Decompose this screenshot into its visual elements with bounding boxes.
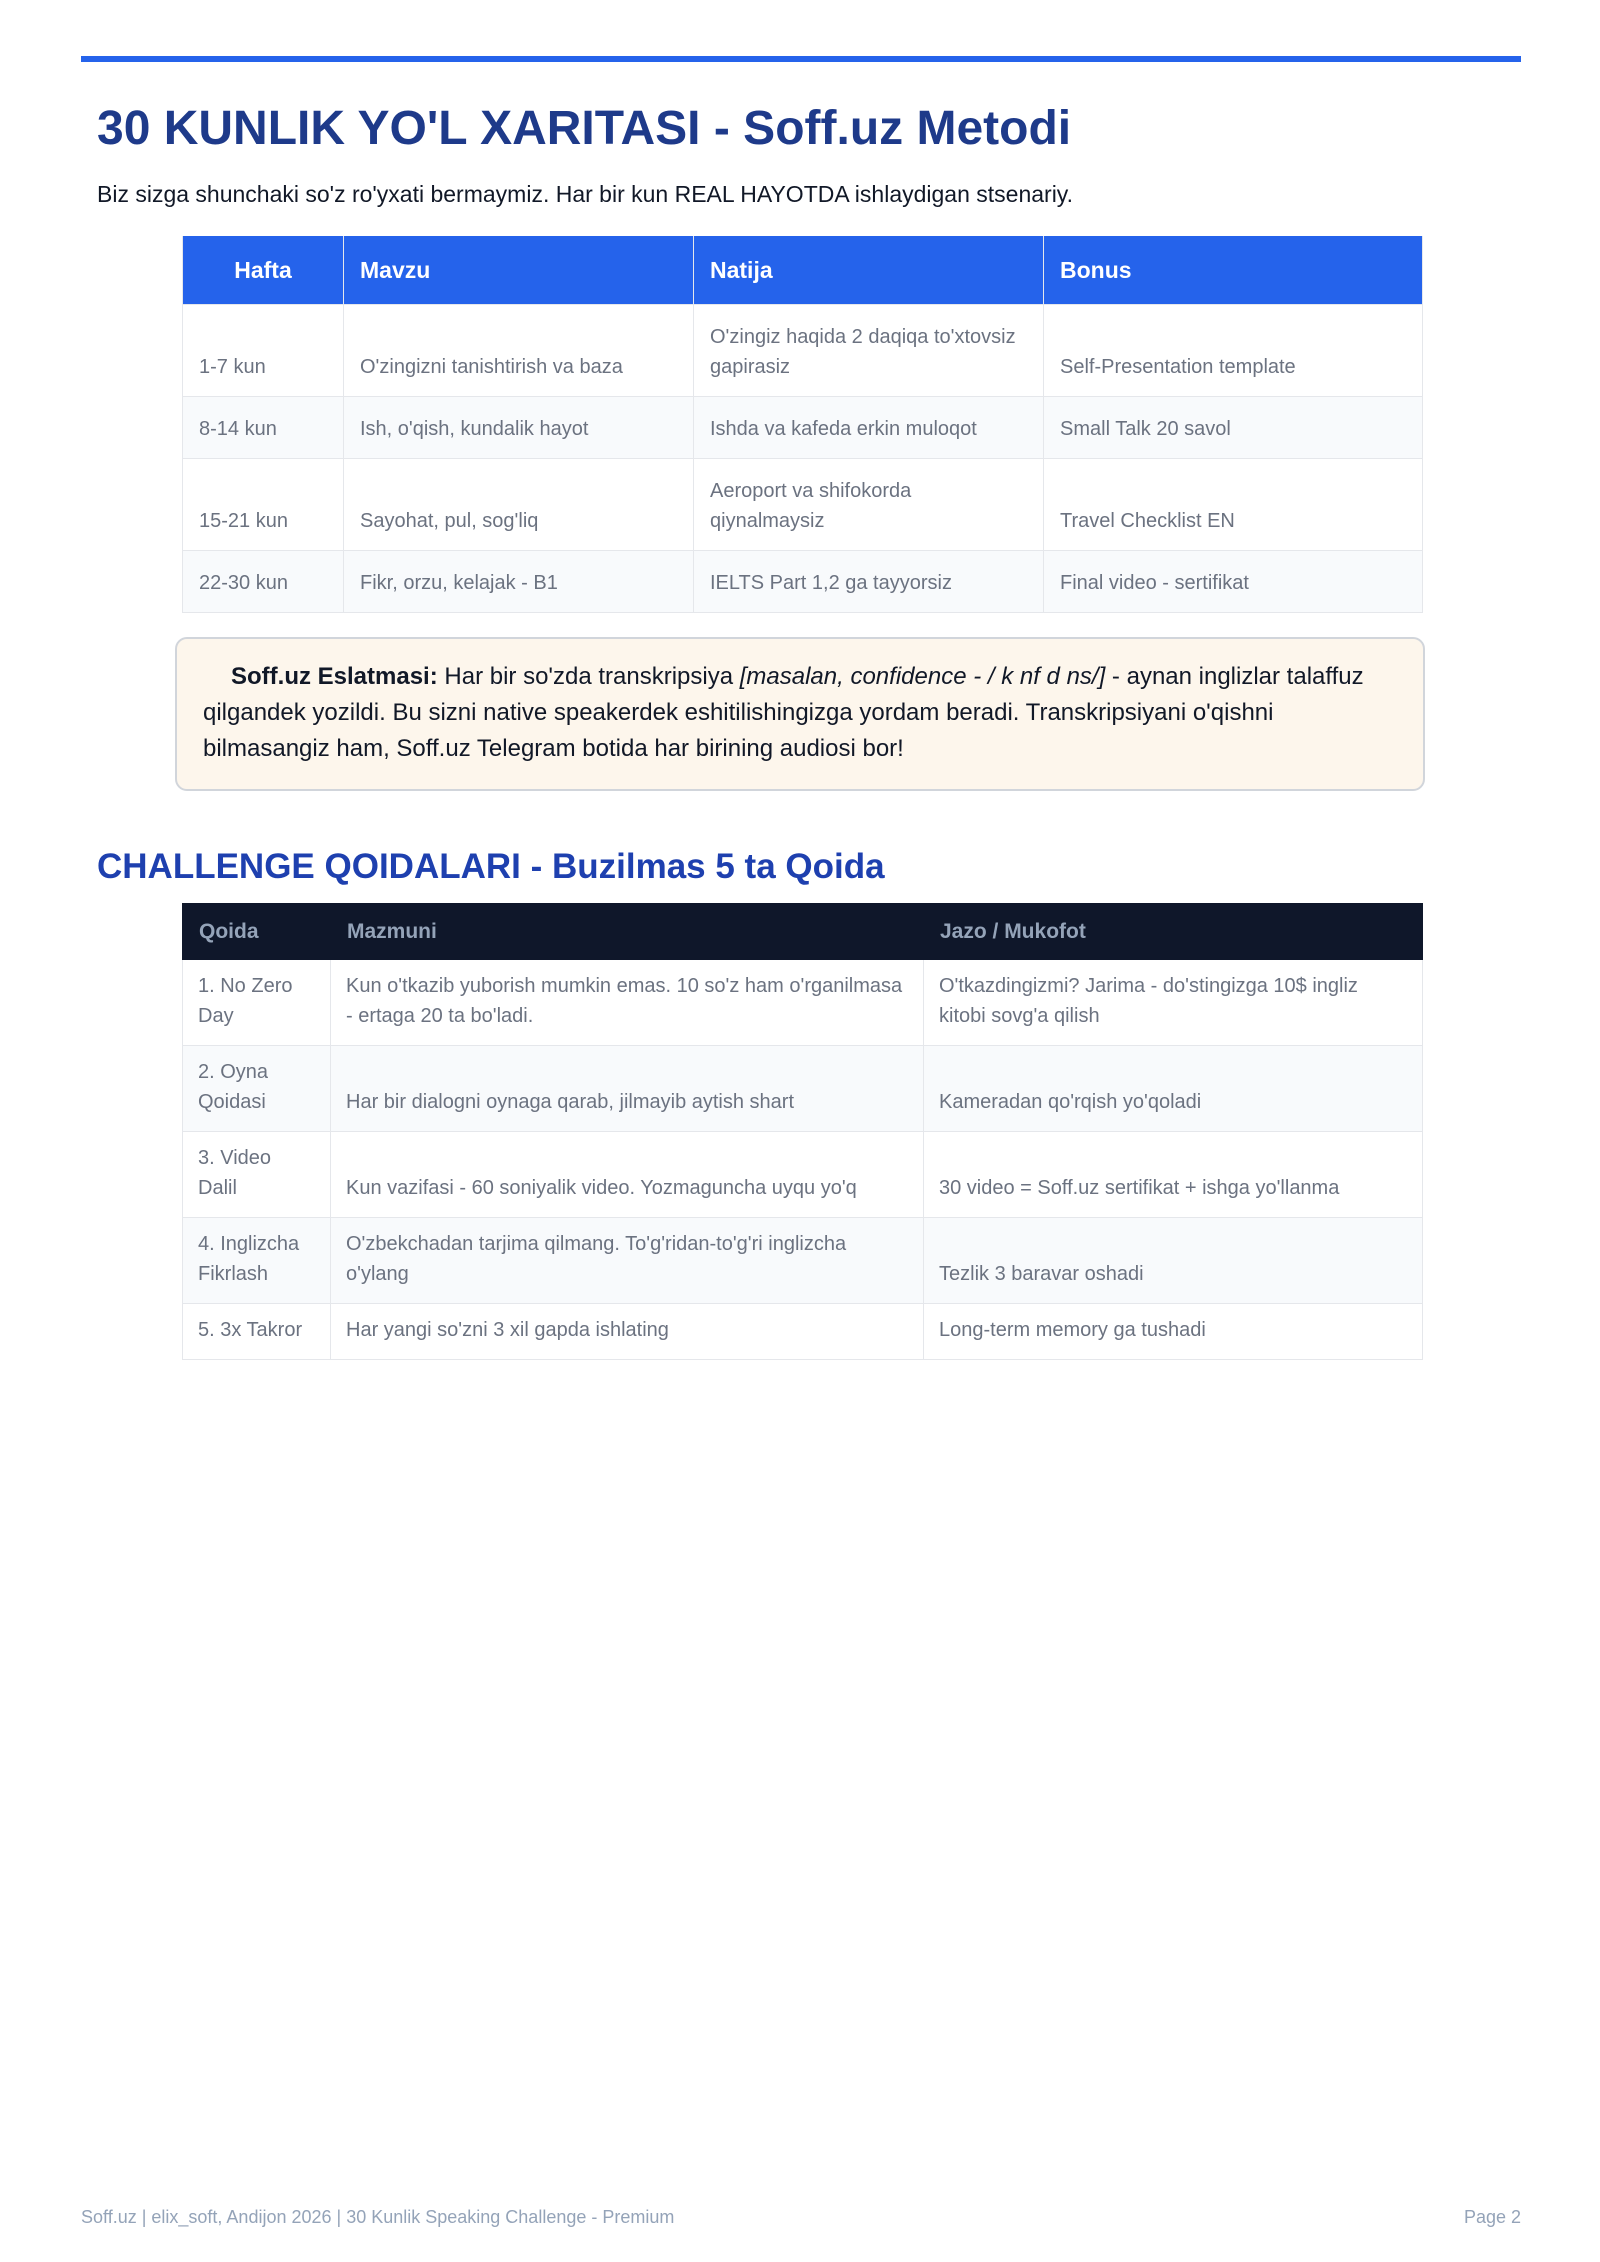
footer-text: Soff.uz | elix_soft, Andijon 2026 | 30 Kunlik Speaking Challenge - Premium xyxy=(81,2207,675,2227)
table-cell: Kun o'tkazib yuborish mumkin emas. 10 so'z ham o'rganilmasa - ertaga 20 ta bo'ladi. xyxy=(331,960,924,1046)
table-cell: Aeroport va shifokorda qiynalmaysiz xyxy=(694,459,1044,551)
table-cell: O'zingizni tanishtirish va baza xyxy=(344,305,694,397)
note-callout xyxy=(175,637,1425,791)
column-header-jazo: Jazo / Mukofot xyxy=(924,904,1423,960)
table-cell: 5. 3x Takror xyxy=(183,1304,331,1360)
table-cell: Kun vazifasi - 60 soniyalik video. Yozmaguncha uyqu yo'q xyxy=(331,1132,924,1218)
table-cell: Kameradan qo'rqish yo'qoladi xyxy=(924,1046,1423,1132)
page-title: 30 KUNLIK YO'L XARITASI - Soff.uz Metodi xyxy=(97,102,1072,155)
table-row xyxy=(183,305,1423,397)
table-cell: Long-term memory ga tushadi xyxy=(924,1304,1423,1360)
table-cell: Har bir dialogni oynaga qarab, jilmayib aytish shart xyxy=(331,1046,924,1132)
column-header-bonus: Bonus xyxy=(1044,236,1423,305)
intro-text: Biz sizga shunchaki so'z ro'yxati bermaymiz. Har bir kun REAL HAYOTDA ishlaydigan stsenariy. xyxy=(97,181,1073,207)
section-title: CHALLENGE QOIDALARI - Buzilmas 5 ta Qoida xyxy=(97,847,885,886)
table-cell: Fikr, orzu, kelajak - B1 xyxy=(344,551,694,613)
top-accent-rule xyxy=(81,56,1521,62)
table-cell: Travel Checklist EN xyxy=(1044,459,1423,551)
table-cell: 8-14 kun xyxy=(183,397,344,459)
table-cell: O'tkazdingizmi? Jarima - do'stingizga 10$ ingliz kitobi sovg'a qilish xyxy=(924,960,1423,1046)
table-header-row xyxy=(183,236,1423,305)
table-row xyxy=(183,1132,1423,1218)
table-row xyxy=(183,397,1423,459)
table-cell: Ishda va kafeda erkin muloqot xyxy=(694,397,1044,459)
table-cell: O'zingiz haqida 2 daqiqa to'xtovsiz gapirasiz xyxy=(694,305,1044,397)
table-header-row xyxy=(183,904,1423,960)
table-cell: Final video - sertifikat xyxy=(1044,551,1423,613)
table-cell: Ish, o'qish, kundalik hayot xyxy=(344,397,694,459)
table-cell: 4. Inglizcha Fikrlash xyxy=(183,1218,331,1304)
note-text-before: Har bir so'zda transkripsiya xyxy=(437,663,740,690)
table-row xyxy=(183,1046,1423,1132)
table-cell: 1. No Zero Day xyxy=(183,960,331,1046)
table-row xyxy=(183,1218,1423,1304)
table-row xyxy=(183,459,1423,551)
table-cell: 1-7 kun xyxy=(183,305,344,397)
column-header-natija: Natija xyxy=(694,236,1044,305)
table-row xyxy=(183,551,1423,613)
note-label: Soff.uz Eslatmasi: xyxy=(231,663,438,690)
table-cell: Sayohat, pul, sog'liq xyxy=(344,459,694,551)
table-cell: 15-21 kun xyxy=(183,459,344,551)
column-header-qoida: Qoida xyxy=(183,904,331,960)
column-header-hafta: Hafta xyxy=(183,236,344,305)
table-cell: 2. Oyna Qoidasi xyxy=(183,1046,331,1132)
table-row xyxy=(183,960,1423,1046)
table-cell: Har yangi so'zni 3 xil gapda ishlating xyxy=(331,1304,924,1360)
rules-table xyxy=(182,903,1423,1360)
table-cell: IELTS Part 1,2 ga tayyorsiz xyxy=(694,551,1044,613)
column-header-mavzu: Mavzu xyxy=(344,236,694,305)
note-text-after: - aynan inglizlar talaffuz qilgandek yozildi. Bu sizni native speakerdek eshitilishingizga yordam beradi. Transkripsiyani o'qishni bilmasangiz ham, Soff.uz Telegram botida har birining audiosi bor! xyxy=(203,663,1364,762)
roadmap-table xyxy=(182,236,1423,613)
column-header-mazmuni: Mazmuni xyxy=(331,904,924,960)
table-cell: 30 video = Soff.uz sertifikat + ishga yo'llanma xyxy=(924,1132,1423,1218)
table-cell: Self-Presentation template xyxy=(1044,305,1423,397)
table-cell: Tezlik 3 baravar oshadi xyxy=(924,1218,1423,1304)
table-cell: O'zbekchadan tarjima qilmang. To'g'ridan-to'g'ri inglizcha o'ylang xyxy=(331,1218,924,1304)
page-number: Page 2 xyxy=(1463,2207,1521,2227)
table-cell: Small Talk 20 savol xyxy=(1044,397,1423,459)
note-example: [masalan, confidence - / k nf d ns/] xyxy=(739,663,1106,690)
table-cell: 22-30 kun xyxy=(183,551,344,613)
table-cell: 3. Video Dalil xyxy=(183,1132,331,1218)
table-row xyxy=(183,1304,1423,1360)
